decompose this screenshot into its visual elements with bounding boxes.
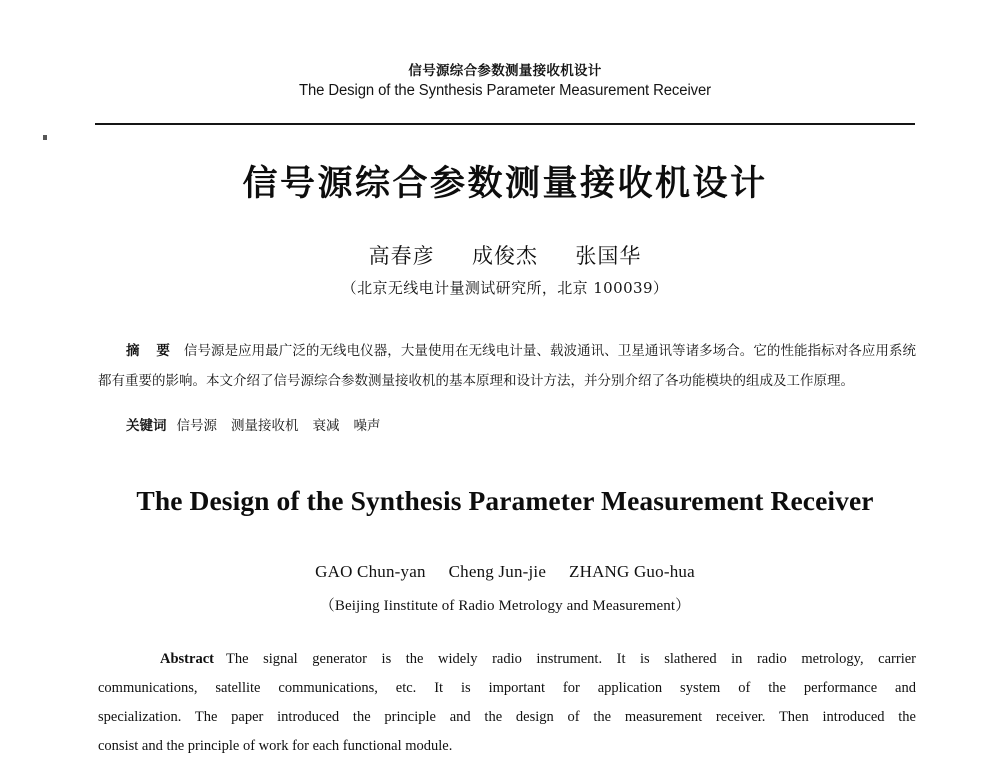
header-divider-rule [95, 123, 915, 125]
authors-chinese [95, 240, 915, 270]
author-en-3: ZHANG Guo-hua [569, 562, 695, 581]
author-en-2: Cheng Jun-jie [448, 562, 547, 581]
abstract-english-label: Abstract [160, 651, 214, 667]
keyword-item-3: 衰减 [312, 418, 340, 434]
abstract-chinese-label: 摘 要 [126, 343, 176, 359]
abstract-english-line-4: consist and the principle of work for each functional module. [98, 738, 453, 754]
abstract-chinese [98, 336, 916, 396]
author-cn-1: 高春彦 [368, 244, 435, 268]
keyword-item-4: 噪声 [353, 418, 381, 434]
keyword-item-2: 测量接收机 [231, 418, 299, 434]
running-header [95, 62, 915, 101]
keywords-chinese [98, 414, 916, 434]
authors-english [95, 562, 915, 582]
abstract-chinese-body: 信号源是应用最广泛的无线电仪器，大量使用在无线电计量、载波通讯、卫星通讯等诸多场合。它的性能指标对各应用系统都有重要的影响。本文介绍了信号源综合参数测量接收机的基本原理和设计方法，并分别介绍了各功能模块的组成及工作原理。 [98, 343, 917, 389]
affiliation-chinese: （北京无线电计量测试研究所，北京 100039） [341, 279, 669, 297]
keywords-chinese-label: 关键词 [126, 418, 167, 434]
keyword-item-1: 信号源 [176, 418, 217, 434]
running-header-chinese: 信号源综合参数测量接收机设计 [408, 63, 602, 79]
abstract-english-line-3: specialization. The paper introduced the principle and the design of the measurement receiver. Then introduced the [98, 709, 916, 725]
author-en-1: GAO Chun-yan [315, 562, 426, 581]
abstract-english-line-1-text: The signal generator is the widely radio instrument. It is slathered in radio metrology, carrier [225, 651, 916, 667]
affiliation-english: （Beijing Iinstitute of Radio Metrology and Measurement） [319, 598, 691, 614]
page-title-english: The Design of the Synthesis Parameter Measurement Receiver [136, 485, 874, 516]
abstract-english [98, 645, 916, 761]
scan-artifact-speck [43, 135, 47, 140]
author-cn-3: 张国华 [575, 244, 642, 268]
abstract-english-line-2: communications, satellite communications, etc. It is important for application system of the performance and [98, 680, 916, 696]
abstract-english-line-1 [98, 645, 916, 674]
page-title-chinese: 信号源综合参数测量接收机设计 [242, 164, 768, 204]
abstract-chinese-paragraph [98, 336, 916, 396]
running-header-english: The Design of the Synthesis Parameter Measurement Receiver [298, 82, 712, 99]
author-cn-2: 成俊杰 [472, 244, 538, 268]
